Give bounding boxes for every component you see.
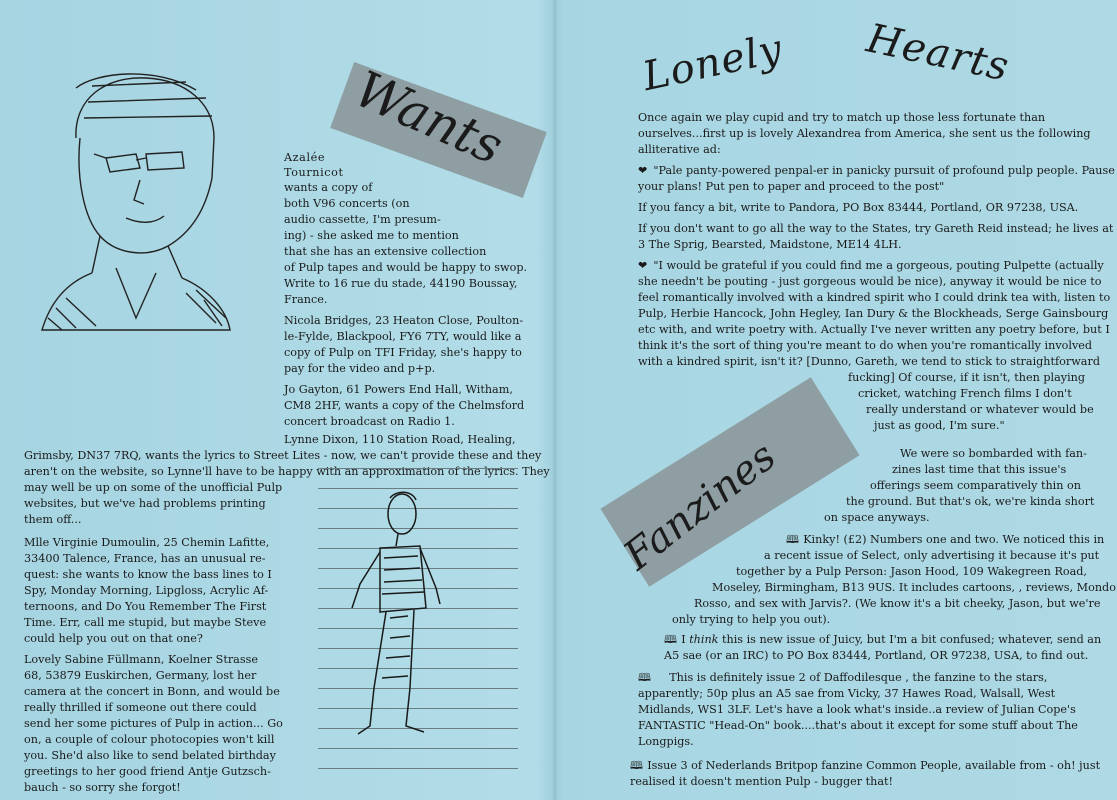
page-fold — [552, 0, 558, 800]
sabine-line: really thrilled if someone out there could — [24, 701, 257, 714]
kinky-line: Moseley, Birmingham, B13 9US. It includes cartoons, , reviews, Mondo — [712, 581, 1116, 594]
azalee-name-2: Tournicot — [284, 166, 344, 179]
ad2-tail-line: really understand or whatever would be — [866, 403, 1094, 416]
book-icon: 🕮 — [664, 633, 678, 646]
walking-figure-sketch — [340, 488, 450, 738]
common-line: realised it doesn't mention Pulp - bugger that! — [630, 775, 894, 788]
lynne-line: may well be up on some of the unofficial Pulp — [24, 481, 283, 494]
lynne-line: Lynne Dixon, 110 Station Road, Healing, — [284, 433, 516, 446]
ad2-line — [638, 258, 1104, 274]
gareth-line: If you don't want to go all the way to the States, try Gareth Reid instead; he lives at — [638, 222, 1114, 235]
azalee-name-1: Azalée — [284, 151, 326, 164]
ad1-line — [638, 163, 1115, 179]
virginie-line: ternoons, and Do You Remember The First — [24, 600, 267, 613]
jo-line: CM8 2HF, wants a copy of the Chelmsford — [284, 399, 525, 412]
common-line — [630, 758, 1100, 774]
nicola-line: le-Fylde, Blackpool, FY6 7TY, would like a — [284, 330, 522, 343]
intro-line: Once again we play cupid and try to match up those less fortunate than — [638, 111, 1046, 124]
azalee-line: that she has an extensive collection — [284, 245, 487, 258]
sabine-line: 68, 53879 Euskirchen, Germany, lost her — [24, 669, 257, 682]
virginie-line: Spy, Monday Morning, Lipgloss, Acrylic Af- — [24, 584, 269, 597]
kinky-line: together by a Pulp Person: Jason Hood, 109 Wakegreen Road, — [736, 565, 1087, 578]
heart-icon: ❤ — [638, 259, 648, 272]
virginie-line: Mlle Virginie Dumoulin, 25 Chemin Lafitte, — [24, 536, 270, 549]
daff-line: FANTASTIC "Head-On" book....that's about it except for some stuff about The — [638, 719, 1078, 732]
ad2-tail-line: fucking] Of course, if it isn't, then playing — [848, 371, 1086, 384]
lynne-line: Grimsby, DN37 7RQ, wants the lyrics to Street Lites - now, we can't provide these and they — [24, 449, 542, 462]
ad1-line: your plans! Put pen to paper and proceed to the post" — [638, 180, 945, 193]
sabine-line: camera at the concert in Bonn, and would be — [24, 685, 280, 698]
kinky-line: only trying to help you out). — [672, 613, 831, 626]
azalee-line: France. — [284, 293, 328, 306]
fanzine-intro-line: offerings seem comparatively thin on — [870, 479, 1081, 492]
juicy-pre: I — [681, 633, 690, 646]
daff-line — [638, 670, 1047, 686]
daff-line: apparently; 50p plus an A5 sae from Vicky, 37 Hawes Road, Walsall, West — [638, 687, 1056, 700]
wants-title: Wants — [346, 59, 512, 176]
ad1-line-text: "Pale panty-powered penpal-er in panicky pursuit of profound pulp people. Pause — [653, 164, 1115, 177]
lonely-hearts-title — [638, 15, 1090, 101]
azalee-line: of Pulp tapes and would be happy to swop. — [284, 261, 528, 274]
kinky-line — [786, 532, 1104, 548]
fanzine-intro-line: We were so bombarded with fan- — [900, 447, 1087, 460]
azalee-line: both V96 concerts (on — [284, 197, 410, 210]
intro-line: ourselves...first up is lovely Alexandrea from America, she sent us the following — [638, 127, 1091, 140]
fanzines-title: Fanzines — [615, 433, 785, 580]
nicola-line: pay for the video and p+p. — [284, 362, 436, 375]
sabine-line: greetings to her good friend Antje Gutzsch- — [24, 765, 271, 778]
azalee-line: Write to 16 rue du stade, 44190 Boussay, — [284, 277, 518, 290]
azalee-line: audio cassette, I'm presum- — [284, 213, 441, 226]
sabine-line: on, a couple of colour photocopies won't kill — [24, 733, 275, 746]
ad2-line: etc with, and write poetry with. Actually I've never written any poetry before, but I — [638, 323, 1110, 336]
ad2-line: think it's the sort of thing you're meant to do when you're romantically involved — [638, 339, 1093, 352]
book-icon: 🕮 — [638, 671, 652, 684]
jo-line: concert broadcast on Radio 1. — [284, 415, 455, 428]
virginie-line: Time. Err, call me stupid, but maybe Steve — [24, 616, 267, 629]
sabine-line: bauch - so sorry she forgot! — [24, 781, 181, 794]
common-line-text: Issue 3 of Nederlands Britpop fanzine Common People, available from - oh! just — [647, 759, 1101, 772]
book-icon: 🕮 — [786, 533, 800, 546]
virginie-line: 33400 Talence, France, has an unusual re- — [24, 552, 266, 565]
ad2-line-text: "I would be grateful if you could find me a gorgeous, pouting Pulpette (actually — [653, 259, 1104, 272]
kinky-line: Rosso, and sex with Jarvis?. (We know it's a bit cheeky, Jason, but we're — [694, 597, 1101, 610]
lynne-line: websites, but we've had problems printing — [24, 497, 266, 510]
nicola-line: copy of Pulp on TFI Friday, she's happy to — [284, 346, 522, 359]
ad2-line: she needn't be pouting - just gorgeous would be nice), anyway it would be nice to — [638, 275, 1102, 288]
book-icon: 🕮 — [630, 759, 644, 772]
gareth-line: 3 The Sprig, Bearsted, Maidstone, ME14 4LH. — [638, 238, 902, 251]
virginie-line: could help you out on that one? — [24, 632, 203, 645]
ad1-address: If you fancy a bit, write to Pandora, PO Box 83444, Portland, OR 97238, USA. — [638, 201, 1079, 214]
kinky-line-text: Kinky! (£2) Numbers one and two. We noticed this in — [803, 533, 1105, 546]
sabine-line: you. She'd also like to send belated birthday — [24, 749, 276, 762]
sabine-line: send her some pictures of Pulp in action... Go — [24, 717, 283, 730]
fanzine-intro-line: zines last time that this issue's — [892, 463, 1067, 476]
lonely-hearts-title-word1: Lonely — [638, 25, 787, 101]
juicy-think: think — [689, 633, 719, 646]
fanzine-intro-line: on space anyways. — [824, 511, 930, 524]
nicola-line: Nicola Bridges, 23 Heaton Close, Poulton- — [284, 314, 524, 327]
daff-line-text: This is definitely issue 2 of Daffodilesque , the fanzine to the stars, — [669, 671, 1048, 684]
azalee-line: ing) - she asked me to mention — [284, 229, 459, 242]
jo-line: Jo Gayton, 61 Powers End Hall, Witham, — [284, 383, 513, 396]
daff-line: Midlands, WS1 3LF. Let's have a look what's inside..a review of Julian Cope's — [638, 703, 1076, 716]
ad2-line: with a kindred spirit, isn't it? [Dunno, Gareth, we tend to stick to straightforward — [638, 355, 1100, 368]
daff-line: Longpigs. — [638, 735, 694, 748]
lynne-line: aren't on the website, so Lynne'll have to be happy with an approximation of the lyrics. They — [24, 465, 550, 478]
portrait-sketch — [36, 68, 236, 368]
virginie-line: quest: she wants to know the bass lines to I — [24, 568, 272, 581]
ad2-tail-line: just as good, I'm sure." — [874, 419, 1005, 432]
lynne-line: them off... — [24, 513, 82, 526]
azalee-line: wants a copy of — [284, 181, 373, 194]
juicy-line — [664, 632, 1101, 648]
heart-icon: ❤ — [638, 164, 648, 177]
ad2-line: feel romantically involved with a kindred spirit who I could drink tea with, listen to — [638, 291, 1111, 304]
sabine-line: Lovely Sabine Füllmann, Koelner Strasse — [24, 653, 258, 666]
lonely-hearts-title-word2: Hearts — [862, 15, 1014, 91]
juicy-post: this is new issue of Juicy, but I'm a bit confused; whatever, send an — [718, 633, 1102, 646]
juicy-line: A5 sae (or an IRC) to PO Box 83444, Portland, OR 97238, USA, to find out. — [664, 649, 1089, 662]
ad2-line: Pulp, Herbie Hancock, John Hegley, Ian Dury & the Blockheads, Serge Gainsbourg — [638, 307, 1109, 320]
intro-line: alliterative ad: — [638, 143, 721, 156]
fanzine-intro-line: the ground. But that's ok, we're kinda short — [846, 495, 1095, 508]
kinky-line: a recent issue of Select, only advertising it because it's put — [764, 549, 1100, 562]
ad2-tail-line: cricket, watching French films I don't — [858, 387, 1072, 400]
